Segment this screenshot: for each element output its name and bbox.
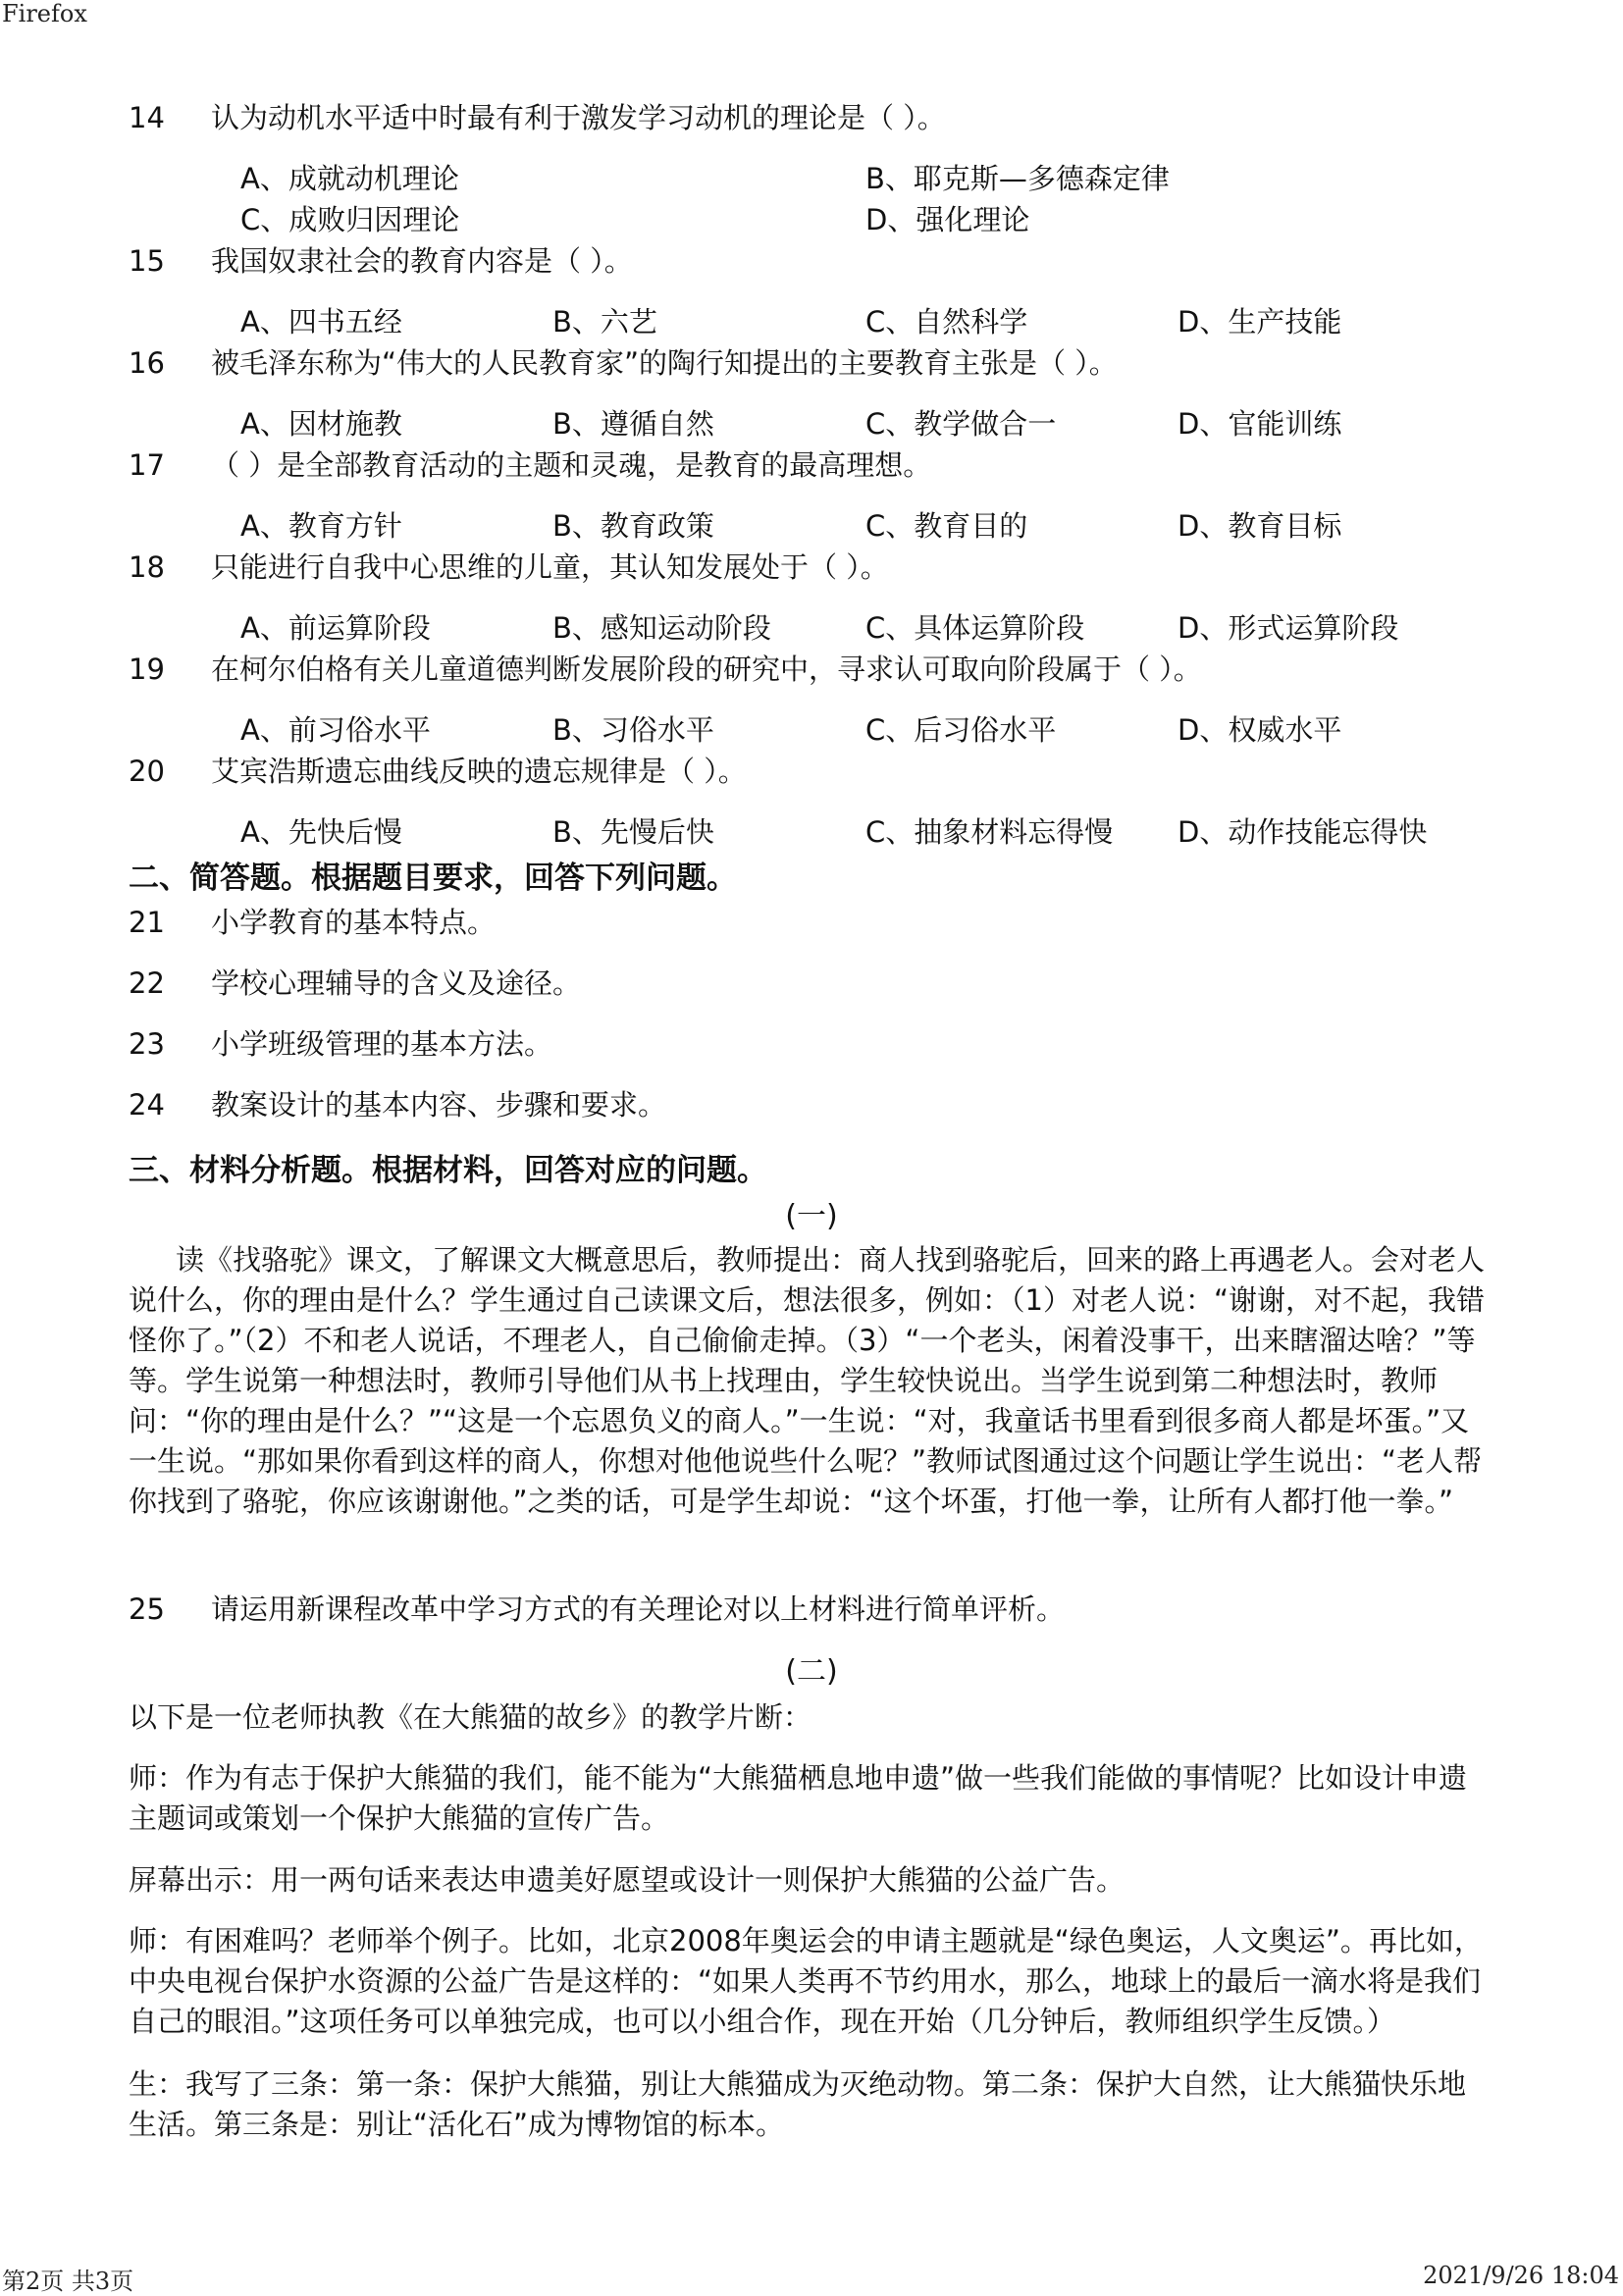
page-counter: 第2页 共3页	[2, 2268, 134, 2295]
intro-paragraph: 以下是一位老师执教《在大熊猫的故乡》的教学片断：	[129, 1700, 812, 1734]
question-number: 14	[129, 101, 165, 134]
question-number: 17	[129, 448, 165, 482]
option-c: C、抽象材料忘得慢	[865, 815, 1114, 849]
question-14	[129, 98, 946, 137]
option-c: C、成败归因理论	[240, 203, 460, 236]
question-number: 16	[129, 346, 165, 380]
question-number: 18	[129, 550, 165, 584]
option-d: D、强化理论	[865, 203, 1030, 236]
option-b: B、先慢后快	[552, 815, 714, 849]
question-25	[129, 1590, 1065, 1629]
question-text: 只能进行自我中心思维的儿童，其认知发展处于（ ）。	[211, 550, 889, 584]
option-a: A、先快后慢	[240, 815, 402, 849]
teacher-paragraph: 师：作为有志于保护大熊猫的我们，能不能为“大熊猫栖息地申遗”做一些我们能做的事情呢？比如设计申遗主题词或策划一个保护大熊猫的宣传广告。	[129, 1761, 1468, 1835]
option-b: B、遵循自然	[552, 407, 714, 441]
question-number: 23	[129, 1027, 165, 1061]
option-c: C、教育目的	[865, 509, 1028, 543]
option-b: B、习俗水平	[552, 713, 714, 747]
option-a: A、前习俗水平	[240, 713, 431, 747]
question-text: 请运用新课程改革中学习方式的有关理论对以上材料进行简单评析。	[211, 1592, 1066, 1626]
question-text: 在柯尔伯格有关儿童道德判断发展阶段的研究中，寻求认可取向阶段属于（ ）。	[211, 652, 1202, 686]
question-20	[129, 752, 747, 791]
question-number: 19	[129, 652, 165, 686]
question-number: 21	[129, 906, 165, 939]
question-text: 被毛泽东称为“伟大的人民教育家”的陶行知提出的主要教育主张是（ ）。	[211, 346, 1118, 380]
option-b: B、耶克斯—多德森定律	[865, 162, 1170, 195]
option-d: D、权威水平	[1178, 713, 1342, 747]
question-text: 教案设计的基本内容、步骤和要求。	[211, 1088, 667, 1122]
option-d: D、生产技能	[1178, 305, 1342, 339]
question-17	[129, 445, 931, 485]
question-18	[129, 548, 889, 587]
question-text: 艾宾浩斯遗忘曲线反映的遗忘规律是（ ）。	[211, 755, 747, 788]
question-text: （ ）是全部教育活动的主题和灵魂，是教育的最高理想。	[211, 448, 932, 482]
question-text: 学校心理辅导的含义及途径。	[211, 966, 582, 1000]
option-c: C、自然科学	[865, 305, 1028, 339]
option-a: A、成就动机理论	[240, 162, 459, 195]
section-heading: 三、材料分析题。根据材料，回答对应的问题。	[129, 1153, 767, 1188]
question-23	[129, 1024, 552, 1064]
question-16	[129, 343, 1118, 383]
question-number: 24	[129, 1088, 165, 1122]
question-text: 小学教育的基本特点。	[211, 906, 497, 939]
option-d: D、教育目标	[1178, 509, 1342, 543]
option-c: C、后习俗水平	[865, 713, 1057, 747]
option-b: B、教育政策	[552, 509, 714, 543]
option-a: A、四书五经	[240, 305, 402, 339]
section-heading: 二、简答题。根据题目要求，回答下列问题。	[129, 861, 737, 896]
question-text: 我国奴隶社会的教育内容是（ ）。	[211, 244, 633, 278]
option-c: C、教学做合一	[865, 407, 1057, 441]
part-heading: (二)	[785, 1654, 838, 1689]
question-number: 20	[129, 755, 165, 788]
option-b: B、六艺	[552, 305, 657, 339]
question-22	[129, 964, 581, 1003]
option-d: D、官能训练	[1178, 407, 1342, 441]
question-21	[129, 903, 496, 942]
question-24	[129, 1085, 666, 1124]
question-text: 认为动机水平适中时最有利于激发学习动机的理论是（ ）。	[211, 101, 946, 134]
option-b: B、感知运动阶段	[552, 611, 771, 645]
option-a: A、教育方针	[240, 509, 402, 543]
question-text: 小学班级管理的基本方法。	[211, 1027, 553, 1061]
option-c: C、具体运算阶段	[865, 611, 1085, 645]
option-d: D、动作技能忘得快	[1178, 815, 1428, 849]
question-15	[129, 241, 633, 281]
option-d: D、形式运算阶段	[1178, 611, 1399, 645]
print-datetime: 2021/9/26 18:04	[1423, 2262, 1619, 2289]
option-a: A、因材施教	[240, 407, 402, 441]
question-number: 22	[129, 966, 165, 1000]
question-19	[129, 650, 1202, 689]
browser-title: Firefox	[2, 0, 87, 27]
screen-paragraph: 屏幕出示：用一两句话来表达申遗美好愿望或设计一则保护大熊猫的公益广告。	[129, 1863, 1126, 1897]
material-paragraph: 读《找骆驼》课文，了解课文大概意思后，教师提出：商人找到骆驼后，回来的路上再遇老人。会对老人说什么，你的理由是什么？学生通过自己读课文后，想法很多，例如：（1）对老人说：“谢谢，对不起，我错怪你了。”（2）不和老人说话，不理老人，自己偷偷走掉。（3）“一个老头，闲着没事干，出来瞎溜达啥？”等等。学生说第一种想法时，教师引导他们从书上找理由，学生较快说出。当学生说到第二种想法时，教师问：“你的理由是什么？”“这是一个忘恩负义的商人。”一生说：“对，我童话书里看到很多商人都是坏蛋。”又一生说。“那如果你看到这样的商人，你想对他他说些什么呢？”教师试图通过这个问题让学生说出：“老人帮你找到了骆驼，你应该谢谢他。”之类的话，可是学生却说：“这个坏蛋，打他一拳，让所有人都打他一拳。”	[129, 1243, 1486, 1518]
question-number: 15	[129, 244, 165, 278]
student-paragraph: 生：我写了三条：第一条：保护大熊猫，别让大熊猫成为灭绝动物。第二条：保护大自然，让大熊猫快乐地生活。第三条是：别让“活化石”成为博物馆的标本。	[129, 2067, 1467, 2141]
option-a: A、前运算阶段	[240, 611, 431, 645]
part-heading: (一)	[785, 1199, 838, 1233]
question-number: 25	[129, 1592, 165, 1626]
teacher-example-paragraph: 师：有困难吗？老师举个例子。比如，北京2008年奥运会的申请主题就是“绿色奥运，人文奥运”。再比如，中央电视台保护水资源的公益广告是这样的：“如果人类再不节约用水，那么，地球上的最后一滴水将是我们自己的眼泪。”这项任务可以单独完成，也可以小组合作，现在开始（几分钟后，教师组织学生反馈。）	[129, 1924, 1483, 2038]
